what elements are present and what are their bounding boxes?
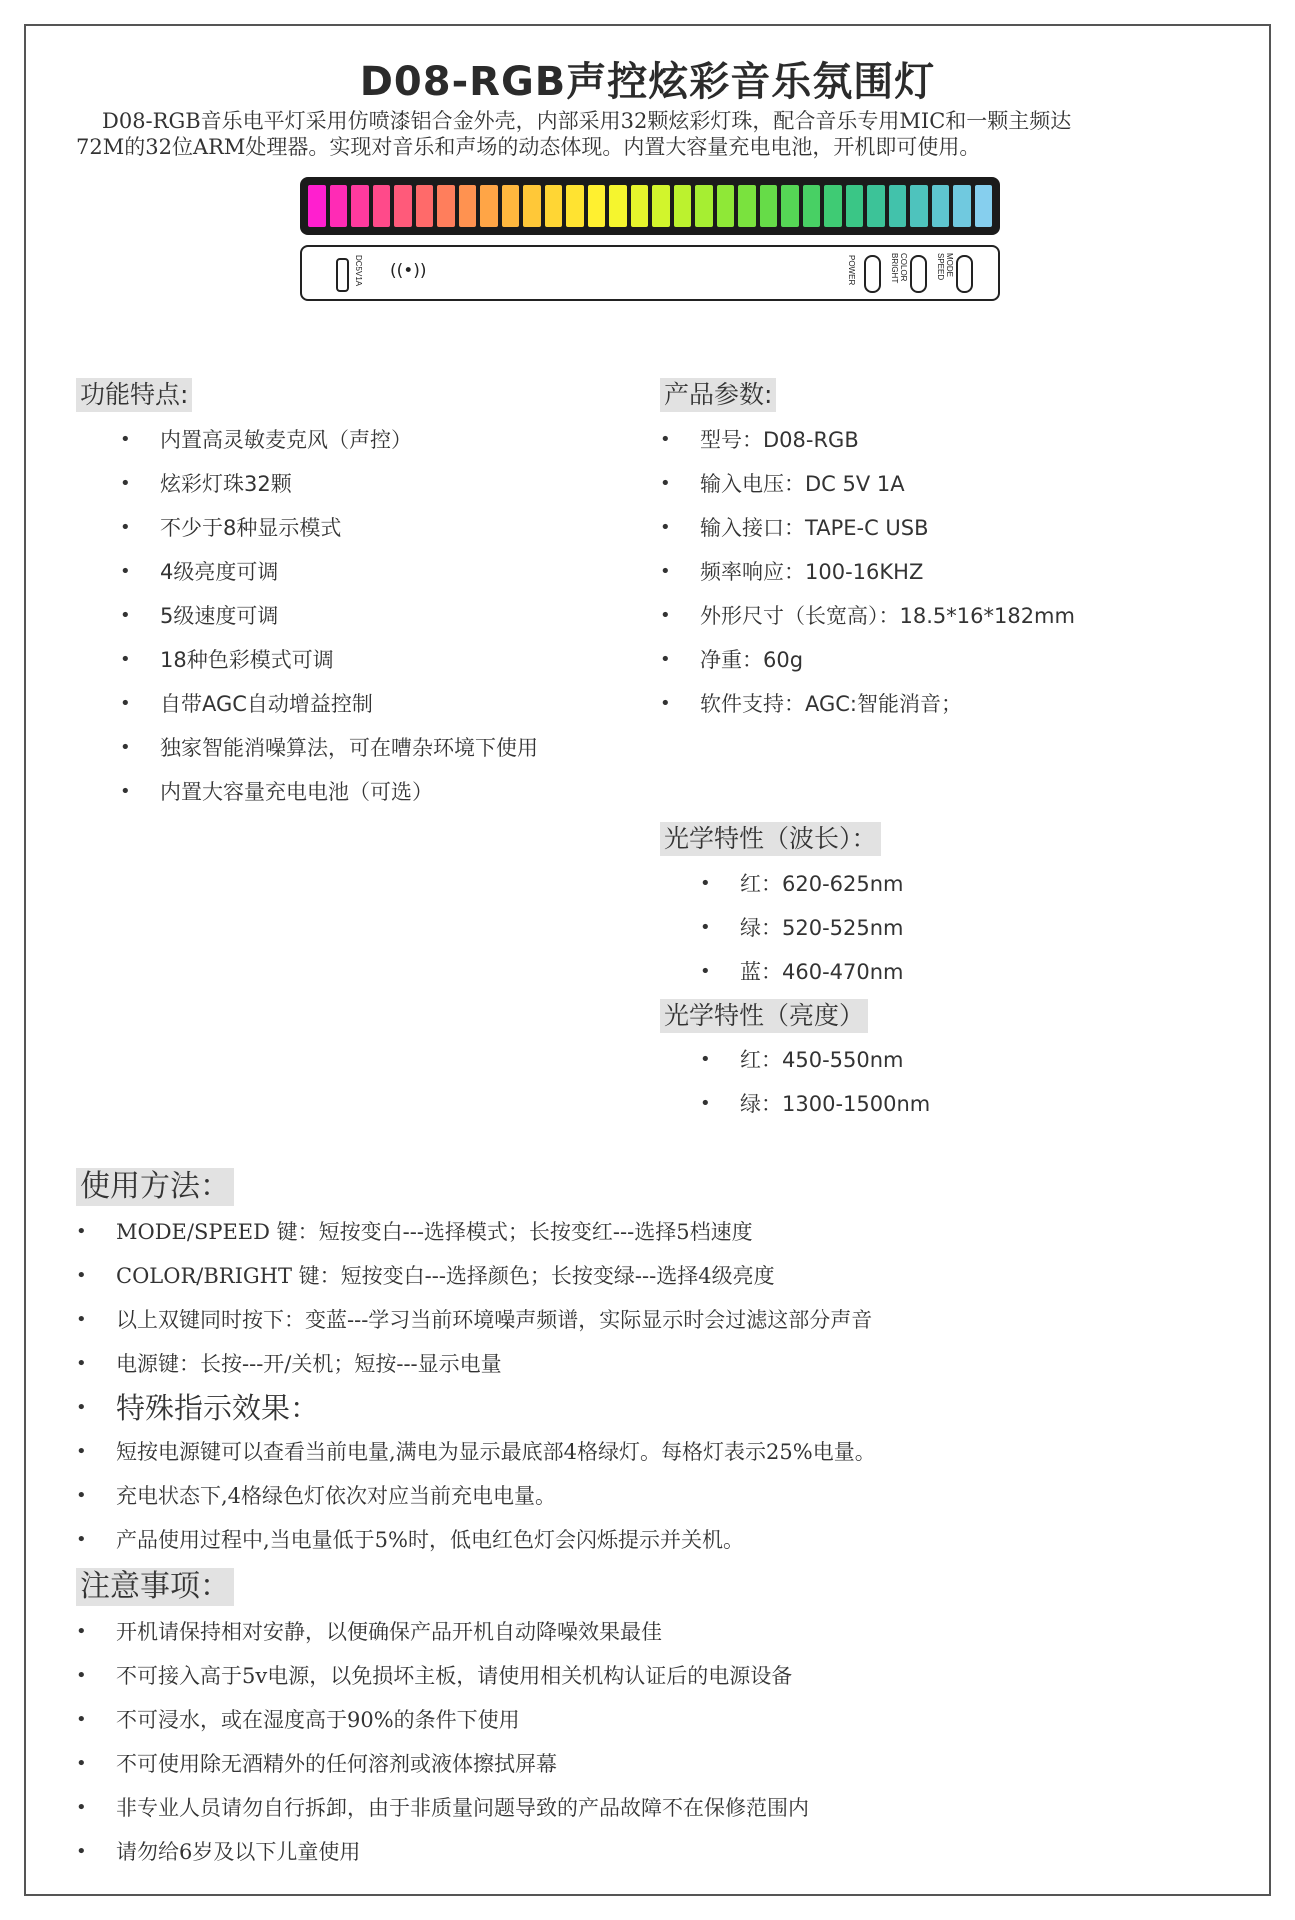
intro-line-1: D08-RGB音乐电平灯采用仿喷漆铝合金外壳，内部采用32颗炫彩灯珠，配合音乐专用MIC和一颗主频达 [102, 109, 1072, 133]
list-item [120, 726, 538, 770]
led-segment [308, 185, 326, 227]
list-item [120, 506, 538, 550]
led-segment [480, 185, 498, 227]
bullet-icon: • [76, 1621, 87, 1642]
list-item-text: 5级速度可调 [160, 604, 279, 628]
list-item [76, 1654, 809, 1698]
bullet-icon: • [120, 429, 131, 450]
list-item-text: 不少于8种显示模式 [160, 516, 342, 540]
bullet-icon: • [660, 517, 671, 538]
led-segment [824, 185, 842, 227]
list-item-text: 短按电源键可以查看当前电量,满电为显示最底部4格绿灯。每格灯表示25%电量。 [116, 1440, 876, 1464]
list-item-text: 炫彩灯珠32颗 [160, 472, 292, 496]
led-segment [437, 185, 455, 227]
list-item-text: 以上双键同时按下：变蓝---学习当前环境噪声频谱，实际显示时会过滤这部分声音 [116, 1308, 873, 1332]
list-item [660, 594, 1075, 638]
led-segment [717, 185, 735, 227]
list-item-text: 充电状态下,4格绿色灯依次对应当前充电电量。 [116, 1484, 557, 1508]
led-segment [846, 185, 864, 227]
led-segment [867, 185, 885, 227]
list-item-text: 频率响应：100-16KHZ [700, 560, 924, 584]
bullet-icon: • [660, 649, 671, 670]
bullet-icon: • [700, 961, 711, 982]
led-segment [652, 185, 670, 227]
mode-speed-button[interactable] [956, 255, 973, 293]
led-segment [910, 185, 928, 227]
led-light-bar [300, 177, 1000, 235]
led-segment [953, 185, 971, 227]
bullet-icon: • [76, 1485, 87, 1506]
special-effects-title [76, 1386, 876, 1430]
notes-list [76, 1610, 809, 1874]
device-control-panel [300, 245, 1000, 301]
list-item [700, 862, 904, 906]
list-item [76, 1786, 809, 1830]
led-segment [695, 185, 713, 227]
list-item [660, 682, 1075, 726]
bullet-icon: • [76, 1353, 87, 1374]
list-item-text: MODE/SPEED 键：短按变白---选择模式；长按变红---选择5档速度 [116, 1220, 753, 1244]
list-item [120, 550, 538, 594]
list-item [76, 1210, 876, 1254]
bullet-icon: • [700, 917, 711, 938]
list-item [660, 638, 1075, 682]
optical-brightness-list [700, 1038, 930, 1126]
led-segment [760, 185, 778, 227]
led-segment [459, 185, 477, 227]
list-item [76, 1430, 876, 1474]
list-item [120, 770, 538, 814]
bullet-icon: • [76, 1841, 87, 1862]
list-item [76, 1342, 876, 1386]
led-segment [545, 185, 563, 227]
list-item-text: 内置高灵敏麦克风（声控） [160, 428, 412, 452]
list-item-text: 自带AGC自动增益控制 [160, 692, 373, 716]
list-item-text: 不可接入高于5v电源，以免损坏主板，请使用相关机构认证后的电源设备 [116, 1664, 793, 1688]
led-segment [566, 185, 584, 227]
led-segment [803, 185, 821, 227]
page-title: D08-RGB声控炫彩音乐氛围灯 [359, 59, 936, 105]
list-item-text: 不可浸水，或在湿度高于90%的条件下使用 [116, 1708, 520, 1732]
bullet-icon: • [700, 1093, 711, 1114]
special-effects-title-text: 特殊指示效果： [116, 1391, 320, 1425]
bullet-icon: • [76, 1265, 87, 1286]
led-segment [351, 185, 369, 227]
list-item [76, 1298, 876, 1342]
bullet-icon: • [76, 1529, 87, 1550]
bullet-icon: • [660, 561, 671, 582]
list-item-text: 外形尺寸（长宽高）：18.5*16*182mm [700, 604, 1075, 628]
led-segment [330, 185, 348, 227]
usage-list [76, 1210, 876, 1562]
port-label: DC5V1A [354, 255, 363, 287]
bullet-icon: • [76, 1709, 87, 1730]
bullet-icon: • [700, 1049, 711, 1070]
led-segment [416, 185, 434, 227]
list-item-text: 请勿给6岁及以下儿童使用 [116, 1840, 361, 1864]
bullet-icon: • [120, 473, 131, 494]
notes-heading: 注意事项： [76, 1568, 234, 1606]
list-item-text: 18种色彩模式可调 [160, 648, 334, 672]
specs-list [660, 418, 1075, 726]
list-item-text: 4级亮度可调 [160, 560, 279, 584]
list-item-text: 产品使用过程中,当电量低于5%时，低电红色灯会闪烁提示并关机。 [116, 1528, 744, 1552]
list-item [76, 1518, 876, 1562]
led-segment [889, 185, 907, 227]
intro-line-2: 72M的32位ARM处理器。实现对音乐和声场的动态体现。内置大容量充电电池，开机即可使用。 [76, 135, 981, 159]
bullet-icon: • [120, 737, 131, 758]
list-item-text: 电源键：长按---开/关机；短按---显示电量 [116, 1352, 502, 1376]
list-item-text: 净重：60g [700, 648, 804, 672]
intro-paragraph [76, 108, 1216, 160]
color-bright-button[interactable] [910, 255, 927, 293]
led-segment [373, 185, 391, 227]
list-item [76, 1830, 809, 1874]
bullet-icon: • [76, 1221, 87, 1242]
list-item-text: 独家智能消噪算法，可在嘈杂环境下使用 [160, 736, 538, 760]
bullet-icon: • [76, 1397, 87, 1418]
specs-heading: 产品参数: [660, 378, 776, 412]
bullet-icon: • [120, 693, 131, 714]
bullet-icon: • [120, 649, 131, 670]
list-item [660, 462, 1075, 506]
list-item [700, 1082, 930, 1126]
power-button[interactable] [864, 255, 881, 293]
microphone-icon: ((•)) [390, 261, 427, 281]
color-bright-label: COLOR BRIGHT [890, 253, 908, 284]
list-item-text: 不可使用除无酒精外的任何溶剂或液体擦拭屏幕 [116, 1752, 557, 1776]
bullet-icon: • [120, 517, 131, 538]
bullet-icon: • [660, 605, 671, 626]
list-item [76, 1474, 876, 1518]
list-item [120, 638, 538, 682]
led-segment [609, 185, 627, 227]
list-item [660, 418, 1075, 462]
features-list [120, 418, 538, 814]
led-segment [975, 185, 993, 227]
led-segment [932, 185, 950, 227]
list-item-text: 软件支持：AGC:智能消音； [700, 692, 963, 716]
list-item-text: 型号：D08-RGB [700, 428, 859, 452]
list-item-text: 红：620-625nm [740, 872, 904, 896]
bullet-icon: • [76, 1309, 87, 1330]
optical-brightness-heading: 光学特性（亮度） [660, 999, 868, 1033]
led-segment [674, 185, 692, 227]
led-segment [502, 185, 520, 227]
list-item [76, 1742, 809, 1786]
optical-wavelength-list [700, 862, 904, 994]
optical-wavelength-heading: 光学特性（波长）： [660, 822, 881, 856]
list-item-text: 绿：520-525nm [740, 916, 904, 940]
led-segment [394, 185, 412, 227]
usage-heading: 使用方法： [76, 1168, 234, 1206]
list-item [76, 1698, 809, 1742]
list-item-text: COLOR/BRIGHT 键：短按变白---选择颜色；长按变绿---选择4级亮度 [116, 1264, 775, 1288]
led-segment [631, 185, 649, 227]
list-item [120, 682, 538, 726]
list-item [660, 506, 1075, 550]
list-item [700, 950, 904, 994]
bullet-icon: • [120, 561, 131, 582]
list-item-text: 红：450-550nm [740, 1048, 904, 1072]
list-item [700, 906, 904, 950]
bullet-icon: • [76, 1665, 87, 1686]
led-segment [738, 185, 756, 227]
led-segment [588, 185, 606, 227]
bullet-icon: • [660, 473, 671, 494]
bullet-icon: • [120, 605, 131, 626]
usb-port-icon [336, 258, 349, 292]
list-item-text: 绿：1300-1500nm [740, 1092, 931, 1116]
list-item [700, 1038, 930, 1082]
list-item [660, 550, 1075, 594]
mode-speed-label: MODE SPEED [936, 253, 954, 281]
list-item-text: 输入接口：TAPE-C USB [700, 516, 929, 540]
list-item-text: 开机请保持相对安静，以便确保产品开机自动降噪效果最佳 [116, 1620, 662, 1644]
list-item-text: 蓝：460-470nm [740, 960, 904, 984]
list-item [76, 1254, 876, 1298]
bullet-icon: • [700, 873, 711, 894]
bullet-icon: • [120, 781, 131, 802]
bullet-icon: • [660, 429, 671, 450]
list-item-text: 输入电压：DC 5V 1A [700, 472, 905, 496]
list-item [120, 594, 538, 638]
features-heading: 功能特点: [76, 378, 192, 412]
list-item [76, 1610, 809, 1654]
led-segment [523, 185, 541, 227]
power-label: POWER [847, 255, 856, 286]
list-item-text: 内置大容量充电电池（可选） [160, 780, 433, 804]
list-item [120, 418, 538, 462]
bullet-icon: • [76, 1441, 87, 1462]
bullet-icon: • [76, 1753, 87, 1774]
list-item-text: 非专业人员请勿自行拆卸，由于非质量问题导致的产品故障不在保修范围内 [116, 1796, 809, 1820]
led-segment [781, 185, 799, 227]
bullet-icon: • [660, 693, 671, 714]
bullet-icon: • [76, 1797, 87, 1818]
list-item [120, 462, 538, 506]
